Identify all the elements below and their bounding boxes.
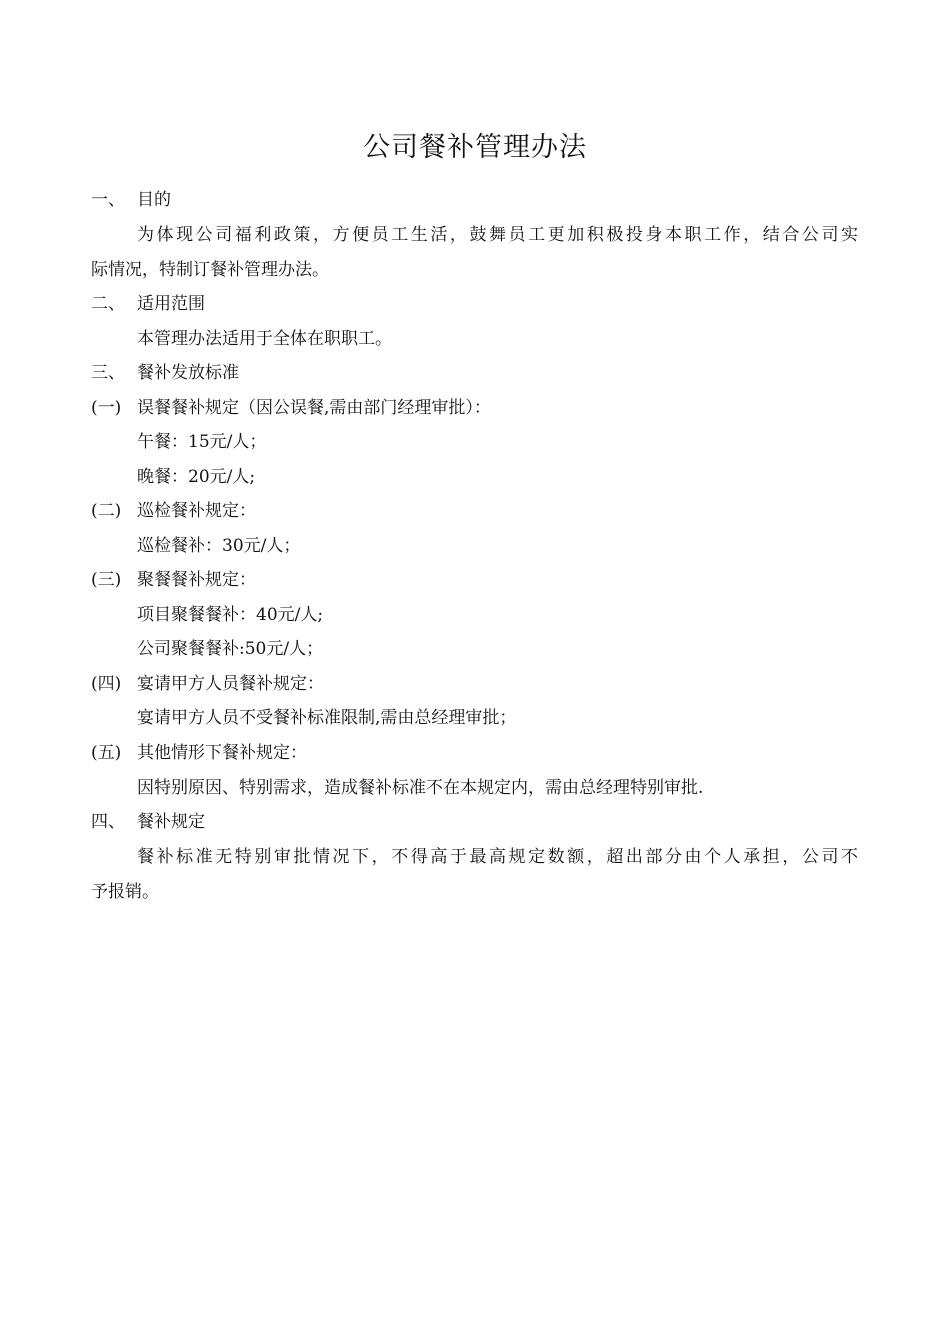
list-item-text: 公司聚餐餐补:50元/人； [137, 639, 324, 659]
paragraph-text: 餐补标准无特别审批情况下，不得高于最高规定数额，超出部分由个人承担，公司不 [137, 847, 858, 867]
list-item-text: 宴请甲方人员不受餐补标准限制,需由总经理审批； [137, 708, 517, 728]
section-title: 餐补规定 [137, 812, 205, 832]
paragraph-text: 本管理办法适用于全体在职职工。 [137, 329, 392, 349]
subsection-number: (四) [91, 674, 122, 694]
list-item-text: 巡检餐补：30元/人； [137, 536, 301, 556]
section-title: 目的 [137, 190, 171, 210]
section-number: 一、 [91, 190, 125, 210]
subsection-number: (五) [91, 743, 122, 763]
section-number: 四、 [91, 812, 125, 832]
subsection-title: 巡检餐补规定： [137, 501, 256, 521]
section-number: 二、 [91, 294, 125, 314]
subsection-title: 其他情形下餐补规定： [137, 743, 307, 763]
subsection-number: (三) [91, 570, 122, 590]
list-item-text: 项目聚餐餐补：40元/人; [137, 605, 324, 625]
subsection-number: (一) [91, 398, 122, 418]
subsection-title: 误餐餐补规定（因公误餐,需由部门经理审批）： [137, 398, 491, 418]
subsection-title: 聚餐餐补规定： [137, 570, 256, 590]
paragraph-text: 际情况，特制订餐补管理办法。 [91, 260, 329, 280]
section-title: 适用范围 [137, 294, 205, 314]
list-item-text: 晚餐：20元/人; [137, 467, 256, 487]
subsection-number: (二) [91, 501, 122, 521]
subsection-title: 宴请甲方人员餐补规定： [137, 674, 324, 694]
list-item-text: 午餐：15元/人； [137, 432, 267, 452]
paragraph-text: 予报销。 [91, 882, 159, 902]
list-item-text: 因特别原因、特别需求，造成餐补标准不在本规定内，需由总经理特别审批. [137, 778, 704, 798]
paragraph-text: 为体现公司福利政策，方便员工生活，鼓舞员工更加积极投身本职工作，结合公司实 [137, 225, 858, 245]
section-title: 餐补发放标准 [137, 363, 239, 383]
document-title: 公司餐补管理办法 [363, 132, 587, 163]
section-number: 三、 [91, 363, 125, 383]
